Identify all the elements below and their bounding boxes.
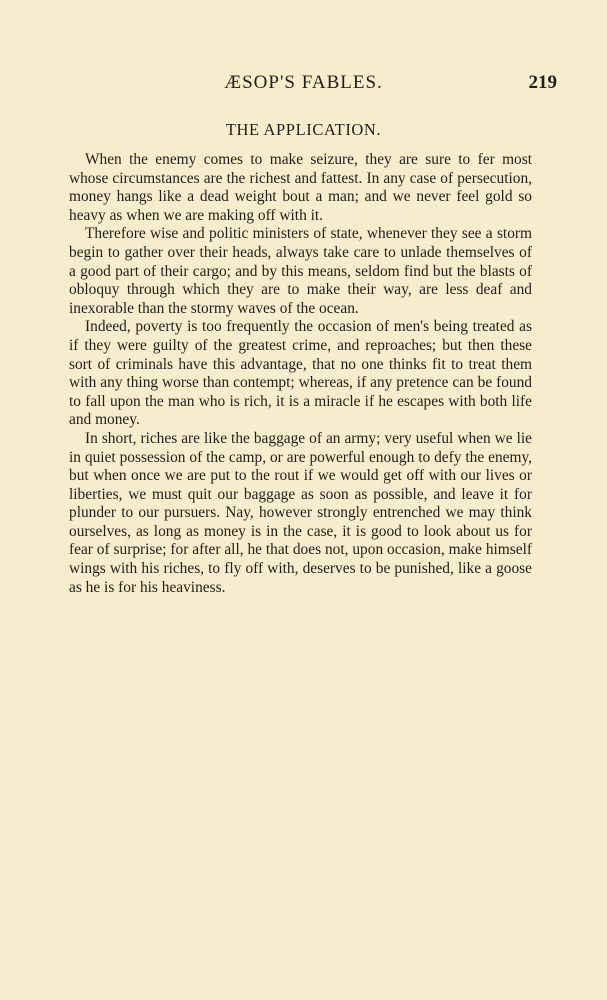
paragraph: When the enemy comes to make seizure, they are sure to ⁠fer most whose circumstances are the richest and fattest. In any case of persecution, money hangs like a dead weight bout a man; and we never feel gold so heavy as when we are making off with it. [69,151,532,224]
section-title: THE APPLICATION. [225,120,382,139]
page-number: 219 [528,72,557,93]
paragraph: Indeed, poverty is too frequently the occasion of men's being treated as if they were guilty of the greatest crime, and reproaches; but then these sort of criminals have this advantage, that no one thinks fit to treat them with any thing worse than contempt; whereas, if any pretence can be found to fall upon the man who is rich, it is a miracle if he escapes with both life and money. [69,318,532,429]
body-text [69,151,532,597]
paragraph: In short, riches are like the baggage of an army; very useful when we lie in quiet possession of the camp, or are powerful enough to defy the enemy, but when once we are put to the rout if we would get off with our lives or liberties, we must quit our baggage as soon as possible, and leave it for plunder to our pursuers. Nay, however strongly entrenched we may think ourselves, as long as money is in the case, it is good to look about us for fear of surprise; for after all, he that does not, upon occasion, make himself wings with his riches, to fly off with, deserves to be punished, like a goose as he is for his heaviness. [69,429,532,596]
running-head [0,72,607,96]
paragraph: Therefore wise and politic ministers of state, whenever they see a storm begin to gather over their heads, always take care to unlade themselves of a good part of their cargo; and by this means, seldom find but the blasts of obloquy through which they are to make their way, are less deaf and inexorable than the stormy waves of the ocean. [69,225,532,317]
running-title: ÆSOP'S FABLES. [224,72,383,93]
